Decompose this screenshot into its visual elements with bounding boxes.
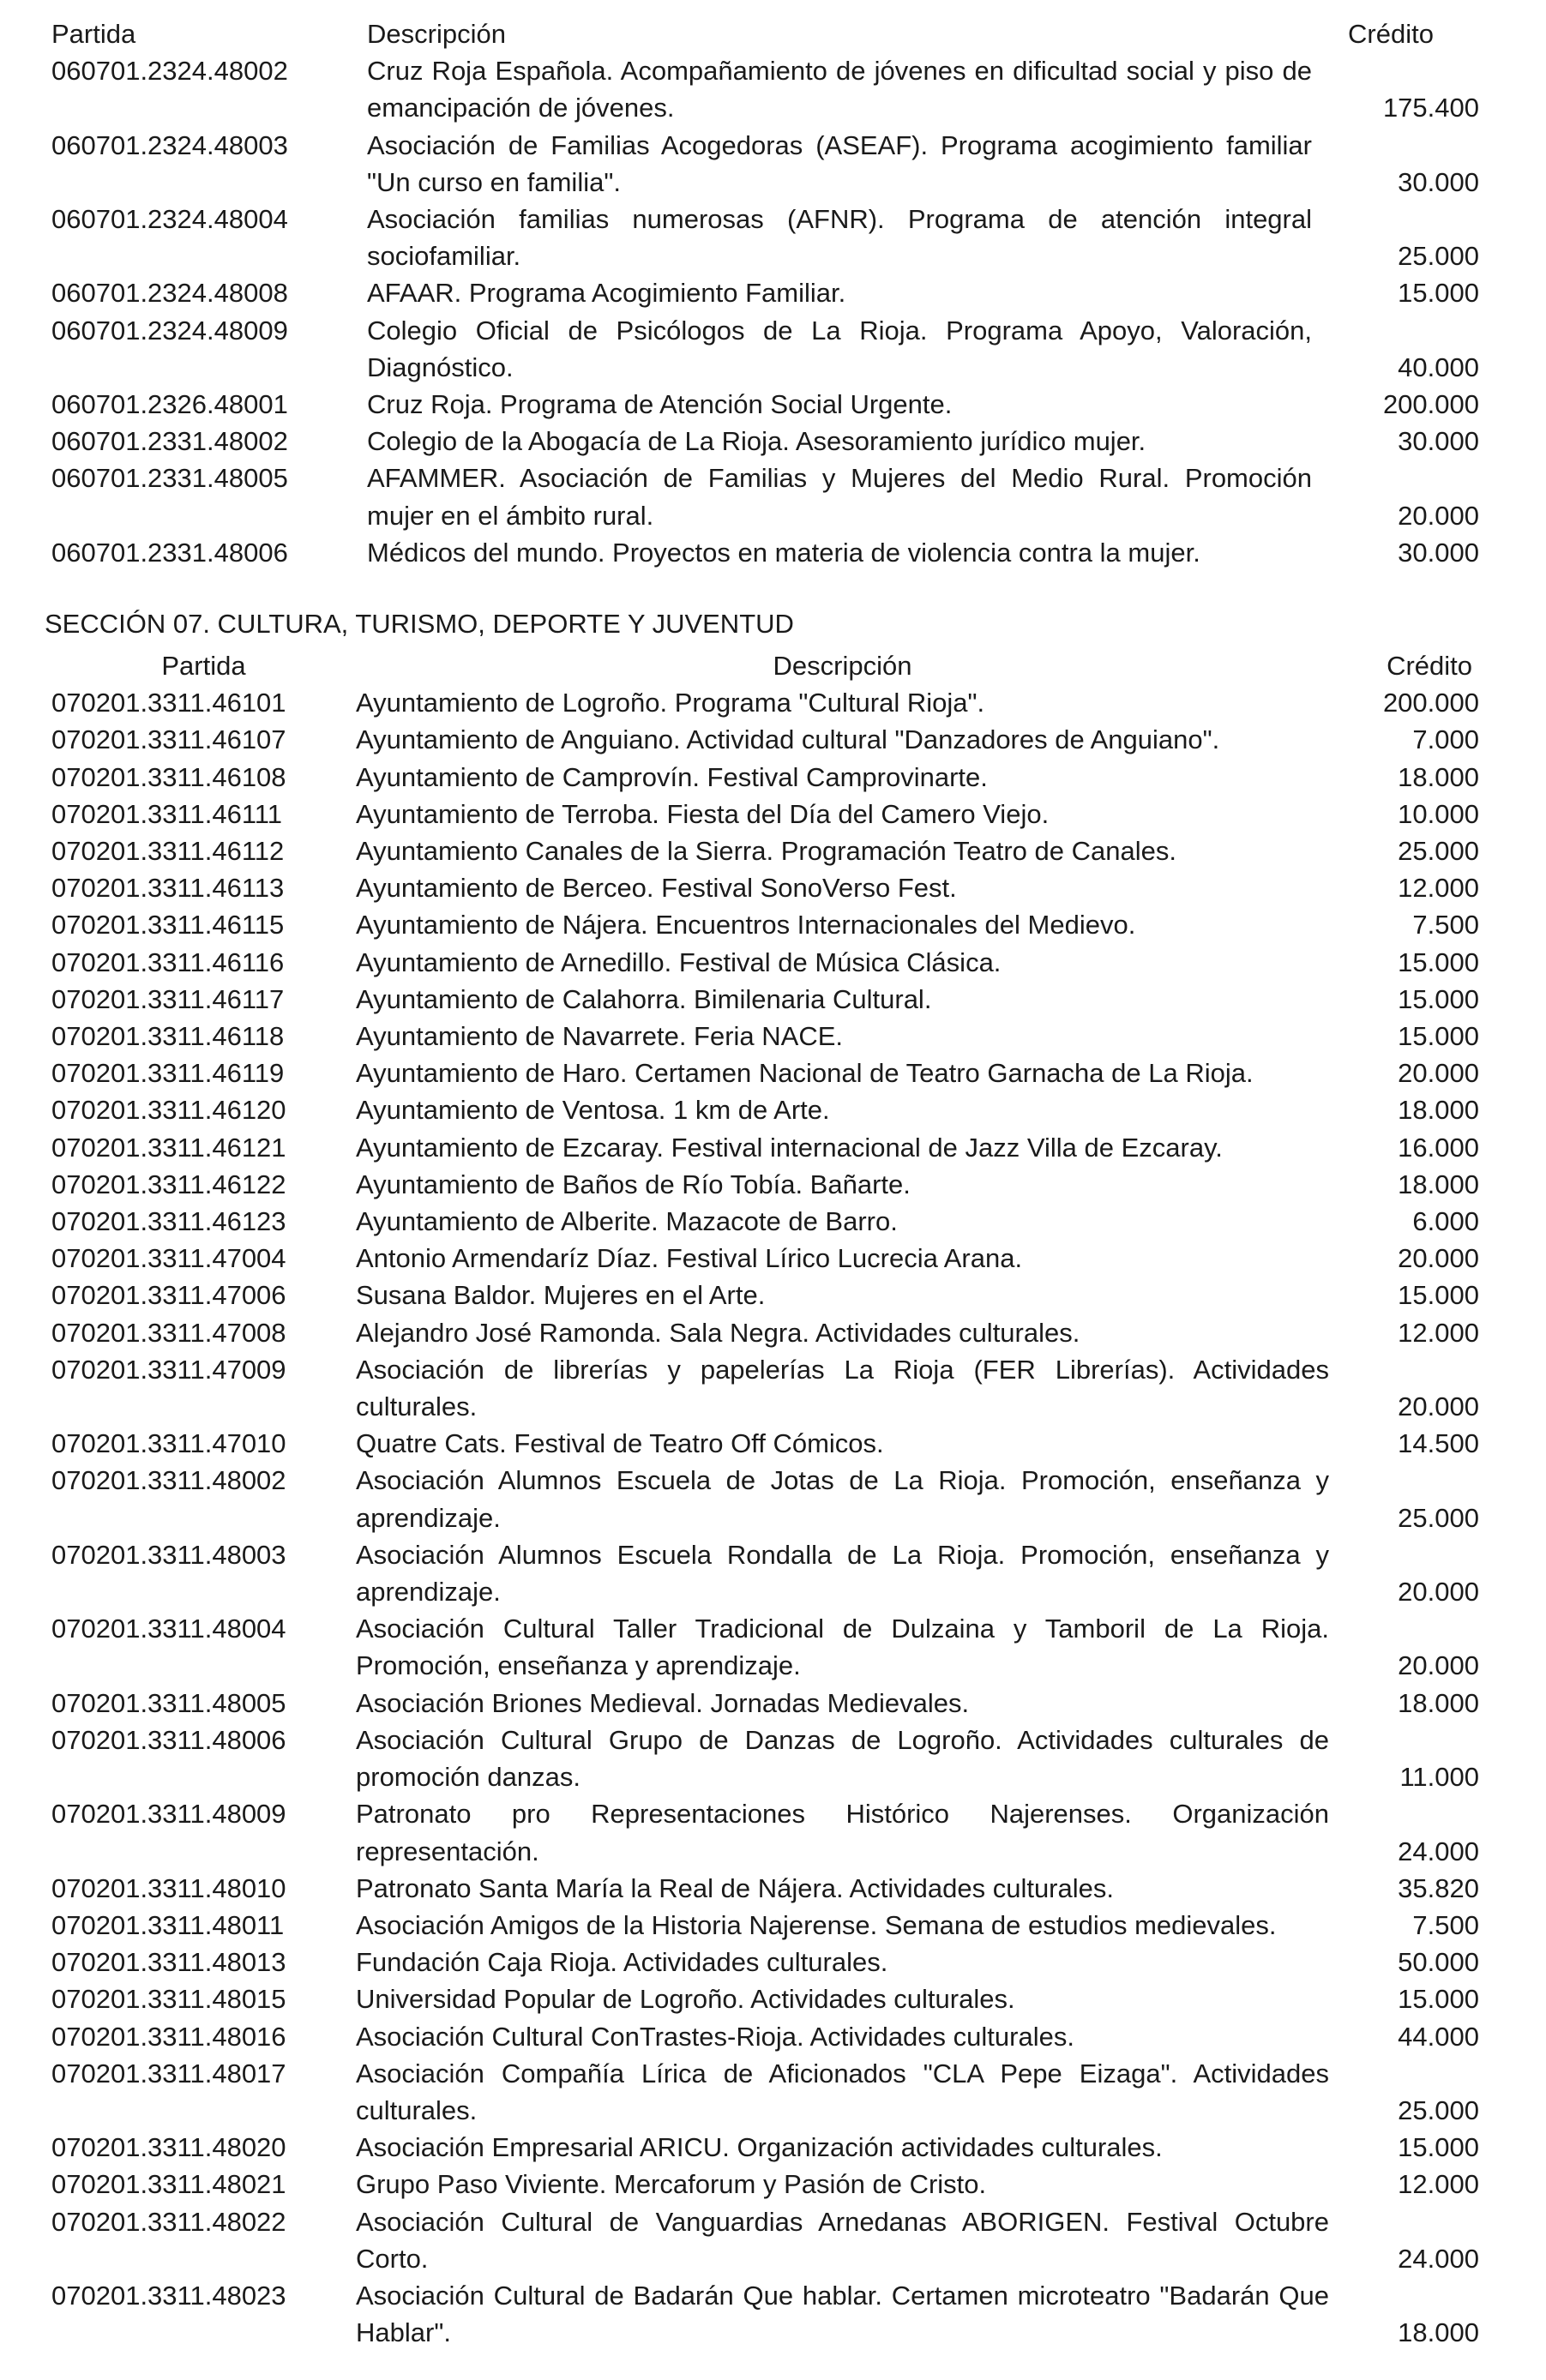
credito-cell: 30.000 [1398, 426, 1479, 457]
credito-cell: 16.000 [1398, 1132, 1479, 1163]
header-descripcion: Descripción [367, 19, 506, 49]
table-row [51, 274, 1479, 311]
table-row [51, 534, 1479, 571]
descripcion-cell: Ayuntamiento de Alberite. Mazacote de Barro. [356, 1206, 898, 1237]
descripcion-cell: Patronato Santa María la Real de Nájera. Actividades culturales. [356, 1872, 1114, 1903]
descripcion-cell: Asociación Cultural Grupo de Danzas de Logroño. Actividades culturales de promoción danzas. [356, 1724, 1329, 1793]
table-row [51, 981, 1479, 1018]
table-row [51, 1870, 1479, 1907]
partida-cell: 070201.3311.48005 [51, 1687, 286, 1718]
table-row [51, 832, 1479, 869]
descripcion-cell: AFAAR. Programa Acogimiento Familiar. [367, 278, 846, 309]
table-header-row [51, 15, 1479, 52]
table-row [51, 759, 1479, 796]
table-row [51, 796, 1479, 832]
partida-cell: 060701.2331.48005 [51, 463, 288, 494]
partida-cell: 070201.3311.47008 [51, 1317, 286, 1348]
descripcion-cell: Ayuntamiento de Terroba. Fiesta del Día del Camero Viejo. [356, 798, 1050, 829]
credito-cell: 18.000 [1398, 2317, 1479, 2348]
table-row [51, 1129, 1479, 1166]
section-07-title: SECCIÓN 07. CULTURA, TURISMO, DEPORTE Y JUVENTUD [45, 609, 794, 639]
table-row [51, 1314, 1479, 1351]
partida-cell: 070201.3311.48006 [51, 1724, 286, 1755]
table-row [51, 460, 1479, 533]
descripcion-cell: Ayuntamiento de Camprovín. Festival Camprovinarte. [356, 761, 988, 792]
partida-cell: 070201.3311.47006 [51, 1280, 286, 1311]
credito-cell: 20.000 [1398, 1650, 1479, 1681]
section-06-table [51, 15, 1479, 571]
table-row [51, 1685, 1479, 1722]
table-row [51, 1277, 1479, 1313]
table-row [51, 2055, 1479, 2129]
header-partida: Partida [161, 651, 246, 681]
credito-cell: 18.000 [1398, 1095, 1479, 1126]
partida-cell: 060701.2324.48002 [51, 56, 288, 87]
credito-cell: 24.000 [1398, 2243, 1479, 2274]
section-06-rows [51, 52, 1479, 571]
partida-cell: 070201.3311.46115 [51, 910, 285, 941]
section-07-table [51, 647, 1479, 2351]
descripcion-cell: Alejandro José Ramonda. Sala Negra. Actividades culturales. [356, 1317, 1080, 1348]
partida-cell: 070201.3311.46118 [51, 1021, 285, 1052]
table-row [51, 2203, 1479, 2277]
credito-cell: 15.000 [1398, 947, 1479, 977]
descripcion-cell: Colegio de la Abogacía de La Rioja. Asesoramiento jurídico mujer. [367, 426, 1146, 457]
credito-cell: 50.000 [1398, 1947, 1479, 1978]
credito-cell: 18.000 [1398, 761, 1479, 792]
section-07-rows [51, 684, 1479, 2351]
credito-cell: 7.500 [1412, 910, 1479, 941]
credito-cell: 200.000 [1382, 389, 1479, 420]
partida-cell: 070201.3311.48009 [51, 1799, 286, 1830]
table-row [51, 1203, 1479, 1240]
table-row [51, 386, 1479, 423]
descripcion-cell: Fundación Caja Rioja. Actividades culturales. [356, 1947, 888, 1978]
partida-cell: 060701.2326.48001 [51, 389, 288, 420]
partida-cell: 070201.3311.48022 [51, 2206, 286, 2237]
partida-cell: 070201.3311.47004 [51, 1243, 286, 1274]
table-row [51, 1536, 1479, 1610]
credito-cell: 12.000 [1398, 873, 1479, 904]
descripcion-cell: Universidad Popular de Logroño. Actividades culturales. [356, 1984, 1015, 2015]
table-row [51, 1980, 1479, 2017]
partida-cell: 070201.3311.48002 [51, 1465, 286, 1496]
credito-cell: 20.000 [1398, 1243, 1479, 1274]
descripcion-cell: Ayuntamiento de Arnedillo. Festival de Música Clásica. [356, 947, 1002, 977]
descripcion-cell: Asociación Alumnos Escuela de Jotas de La Rioja. Promoción, enseñanza y aprendizaje. [356, 1465, 1329, 1533]
table-row [51, 52, 1479, 126]
partida-cell: 060701.2324.48008 [51, 278, 288, 309]
descripcion-cell: Asociación Cultural ConTrastes-Rioja. Actividades culturales. [356, 2021, 1074, 2052]
table-row [51, 2018, 1479, 2055]
descripcion-cell: Asociación de Familias Acogedoras (ASEAF). Programa acogimiento familiar "Un curso en familia". [367, 129, 1312, 197]
descripcion-cell: Ayuntamiento de Navarrete. Feria NACE. [356, 1021, 844, 1052]
descripcion-cell: Cruz Roja. Programa de Atención Social Urgente. [367, 389, 953, 420]
partida-cell: 060701.2324.48003 [51, 129, 288, 160]
table-row [51, 1795, 1479, 1869]
partida-cell: 070201.3311.46101 [51, 688, 286, 718]
table-row [51, 1610, 1479, 1684]
descripcion-cell: Asociación Compañía Lírica de Aficionados "CLA Pepe Eizaga". Actividades culturales. [356, 2058, 1329, 2125]
credito-cell: 40.000 [1398, 352, 1479, 382]
credito-cell: 7.500 [1412, 1909, 1479, 1940]
header-descripcion: Descripción [773, 651, 912, 681]
credito-cell: 12.000 [1398, 2169, 1479, 2200]
table-row [51, 201, 1479, 274]
descripcion-cell: Ayuntamiento de Haro. Certamen Nacional de Teatro Garnacha de La Rioja. [356, 1058, 1254, 1089]
table-row [51, 1091, 1479, 1128]
partida-cell: 070201.3311.47010 [51, 1428, 286, 1459]
credito-cell: 15.000 [1398, 1280, 1479, 1311]
table-row [51, 1055, 1479, 1091]
descripcion-cell: Asociación Amigos de la Historia Najerense. Semana de estudios medievales. [356, 1909, 1277, 1940]
partida-cell: 070201.3311.48011 [51, 1909, 285, 1940]
descripcion-cell: Ayuntamiento de Baños de Río Tobía. Bañarte. [356, 1169, 911, 1199]
credito-cell: 44.000 [1398, 2021, 1479, 2052]
table-row [51, 2166, 1479, 2203]
table-row [51, 1166, 1479, 1203]
partida-cell: 070201.3311.48015 [51, 1984, 286, 2015]
descripcion-cell: Asociación de librerías y papelerías La Rioja (FER Librerías). Actividades culturales. [356, 1354, 1329, 1422]
header-partida: Partida [51, 19, 136, 49]
credito-cell: 18.000 [1398, 1169, 1479, 1199]
table-row [51, 1907, 1479, 1944]
credito-cell: 20.000 [1398, 1577, 1479, 1608]
table-row [51, 906, 1479, 943]
partida-cell: 070201.3311.46121 [51, 1132, 286, 1163]
credito-cell: 6.000 [1412, 1206, 1479, 1237]
credito-cell: 15.000 [1398, 278, 1479, 309]
descripcion-cell: Asociación Empresarial ARICU. Organización actividades culturales. [356, 2132, 1163, 2163]
descripcion-cell: Médicos del mundo. Proyectos en materia de violencia contra la mujer. [367, 537, 1200, 568]
partida-cell: 070201.3311.46111 [51, 798, 282, 829]
descripcion-cell: Asociación Cultural de Vanguardias Arnedanas ABORIGEN. Festival Octubre Corto. [356, 2206, 1329, 2274]
credito-cell: 14.500 [1398, 1428, 1479, 1459]
descripcion-cell: Asociación Briones Medieval. Jornadas Medievales. [356, 1687, 970, 1718]
table-row [51, 721, 1479, 758]
partida-cell: 070201.3311.46119 [51, 1058, 285, 1089]
credito-cell: 15.000 [1398, 1021, 1479, 1052]
table-row [51, 312, 1479, 386]
partida-cell: 060701.2331.48006 [51, 537, 288, 568]
table-row [51, 1722, 1479, 1795]
credito-cell: 15.000 [1398, 2132, 1479, 2163]
table-row [51, 1018, 1479, 1055]
credito-cell: 20.000 [1398, 1058, 1479, 1089]
descripcion-cell: AFAMMER. Asociación de Familias y Mujeres del Medio Rural. Promoción mujer en el ámbito rural. [367, 463, 1312, 531]
partida-cell: 070201.3311.46113 [51, 873, 285, 904]
partida-cell: 070201.3311.48020 [51, 2132, 286, 2163]
descripcion-cell: Susana Baldor. Mujeres en el Arte. [356, 1280, 766, 1311]
table-row [51, 1944, 1479, 1980]
table-row [51, 2277, 1479, 2351]
descripcion-cell: Ayuntamiento de Nájera. Encuentros Internacionales del Medievo. [356, 910, 1136, 941]
credito-cell: 200.000 [1382, 688, 1479, 718]
descripcion-cell: Grupo Paso Viviente. Mercaforum y Pasión de Cristo. [356, 2169, 987, 2200]
descripcion-cell: Asociación familias numerosas (AFNR). Programa de atención integral sociofamiliar. [367, 204, 1312, 272]
credito-cell: 35.820 [1398, 1872, 1479, 1903]
descripcion-cell: Ayuntamiento de Ventosa. 1 km de Arte. [356, 1095, 830, 1126]
descripcion-cell: Asociación Cultural de Badarán Que hablar. Certamen microteatro "Badarán Que Hablar". [356, 2280, 1329, 2348]
table-row [51, 944, 1479, 981]
descripcion-cell: Asociación Cultural Taller Tradicional de Dulzaina y Tamboril de La Rioja. Promoción, enseñanza y aprendizaje. [356, 1614, 1329, 1681]
descripcion-cell: Asociación Alumnos Escuela Rondalla de La Rioja. Promoción, enseñanza y aprendizaje. [356, 1539, 1329, 1608]
credito-cell: 15.000 [1398, 1984, 1479, 2015]
credito-cell: 30.000 [1398, 537, 1479, 568]
descripcion-cell: Ayuntamiento de Anguiano. Actividad cultural "Danzadores de Anguiano". [356, 724, 1220, 755]
credito-cell: 175.400 [1382, 93, 1479, 123]
credito-cell: 20.000 [1398, 500, 1479, 531]
table-row [51, 127, 1479, 201]
credito-cell: 25.000 [1398, 1502, 1479, 1533]
descripcion-cell: Ayuntamiento de Berceo. Festival SonoVerso Fest. [356, 873, 957, 904]
table-row [51, 1425, 1479, 1462]
partida-cell: 070201.3311.46120 [51, 1095, 286, 1126]
credito-cell: 25.000 [1398, 836, 1479, 867]
table-row [51, 423, 1479, 460]
descripcion-cell: Patronato pro Representaciones Histórico Najerenses. Organización representación. [356, 1799, 1329, 1866]
partida-cell: 060701.2324.48009 [51, 315, 288, 346]
descripcion-cell: Ayuntamiento de Calahorra. Bimilenaria Cultural. [356, 983, 932, 1014]
credito-cell: 20.000 [1398, 1391, 1479, 1422]
partida-cell: 070201.3311.46117 [51, 983, 285, 1014]
partida-cell: 070201.3311.46112 [51, 836, 285, 867]
partida-cell: 070201.3311.48021 [51, 2169, 286, 2200]
credito-cell: 25.000 [1398, 2095, 1479, 2125]
credito-cell: 15.000 [1398, 983, 1479, 1014]
table-header-row [51, 647, 1479, 684]
partida-cell: 070201.3311.46107 [51, 724, 286, 755]
partida-cell: 070201.3311.47009 [51, 1354, 286, 1385]
descripcion-cell: Antonio Armendaríz Díaz. Festival Lírico Lucrecia Arana. [356, 1243, 1023, 1274]
header-credito: Crédito [1348, 19, 1434, 49]
partida-cell: 070201.3311.48010 [51, 1872, 286, 1903]
descripcion-cell: Cruz Roja Española. Acompañamiento de jóvenes en dificultad social y piso de emancipación de jóvenes. [367, 56, 1312, 123]
partida-cell: 060701.2324.48004 [51, 204, 288, 235]
credito-cell: 7.000 [1412, 724, 1479, 755]
descripcion-cell: Quatre Cats. Festival de Teatro Off Cómicos. [356, 1428, 884, 1459]
table-row [51, 869, 1479, 906]
partida-cell: 070201.3311.48017 [51, 2058, 286, 2089]
credito-cell: 25.000 [1398, 241, 1479, 272]
descripcion-cell: Ayuntamiento de Ezcaray. Festival internacional de Jazz Villa de Ezcaray. [356, 1132, 1223, 1163]
partida-cell: 070201.3311.48013 [51, 1947, 286, 1978]
credito-cell: 10.000 [1398, 798, 1479, 829]
credito-cell: 18.000 [1398, 1687, 1479, 1718]
table-row [51, 1462, 1479, 1536]
partida-cell: 070201.3311.48003 [51, 1539, 286, 1570]
partida-cell: 070201.3311.46122 [51, 1169, 286, 1199]
descripcion-cell: Ayuntamiento Canales de la Sierra. Programación Teatro de Canales. [356, 836, 1176, 867]
table-row [51, 684, 1479, 721]
partida-cell: 070201.3311.48004 [51, 1614, 286, 1644]
table-row [51, 1240, 1479, 1277]
credito-cell: 24.000 [1398, 1836, 1479, 1866]
header-credito: Crédito [1387, 651, 1472, 681]
credito-cell: 11.000 [1399, 1762, 1479, 1793]
partida-cell: 070201.3311.48023 [51, 2280, 286, 2311]
partida-cell: 060701.2331.48002 [51, 426, 288, 457]
credito-cell: 12.000 [1398, 1317, 1479, 1348]
credito-cell: 30.000 [1398, 166, 1479, 197]
partida-cell: 070201.3311.46123 [51, 1206, 286, 1237]
partida-cell: 070201.3311.48016 [51, 2021, 286, 2052]
partida-cell: 070201.3311.46108 [51, 761, 286, 792]
descripcion-cell: Ayuntamiento de Logroño. Programa "Cultural Rioja". [356, 688, 985, 718]
descripcion-cell: Colegio Oficial de Psicólogos de La Rioja. Programa Apoyo, Valoración, Diagnóstico. [367, 315, 1312, 382]
partida-cell: 070201.3311.46116 [51, 947, 285, 977]
table-row [51, 2129, 1479, 2166]
table-row [51, 1351, 1479, 1425]
